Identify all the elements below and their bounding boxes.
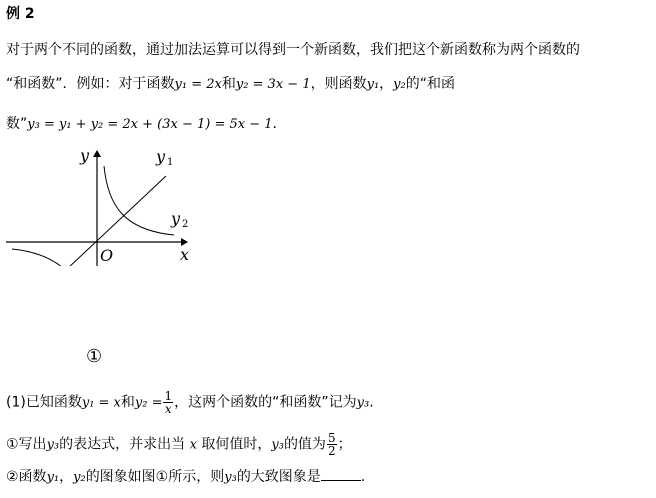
intro-text-1: 对于两个不同的函数，通过加法运算可以得到一个新函数，我们把这个新函数称为两个函数的 [6,42,580,58]
function-graph [4,146,194,266]
fraction-5-over-2 [327,432,337,457]
formula-y2-def: y₂ = 3x − 1 [235,77,311,92]
q2-y1: y₁ [46,470,60,485]
intro-text-3a: 数” [6,116,28,132]
fraction-denominator: x [164,402,172,416]
graph-svg [4,146,194,266]
part1-text-a: (1)已知函数 [6,394,82,411]
question-1-line [6,432,352,457]
q2-text-end: . [360,469,366,485]
curve-y2-subscript: 2 [182,219,189,230]
q2-y2: y₂ [73,470,86,485]
fraction-numerator: 1 [164,389,173,403]
formula-y2: y₂ [393,77,406,92]
intro-text-2a: “和函数”．例如：对于函数 [6,76,175,92]
curve-y2-label: y [171,209,181,228]
part1-text-end: . [369,394,374,411]
part1-text-c: ，这两个函数的“和函数”记为 [174,394,357,411]
formula-y3-expression: y₃ = y₁ + y₂ = 2x + (3x − 1) = 5x − 1 [27,117,273,132]
fraction-denominator-2: 2 [327,444,336,458]
q1-text-a: ①写出 [6,436,47,453]
part1-y1-def: y₁ = x [81,395,121,411]
intro-text-2d: ， [379,76,394,92]
question-2-line [6,466,365,488]
q1-text-c: 取何值时， [201,436,272,453]
intro-text-2b: 和 [221,76,236,92]
hyperbola-branch-q3 [12,249,90,266]
origin-label: O [100,246,114,265]
formula-y1: y₁ [366,77,380,92]
q1-text-b: 的表达式，并求出当 [59,436,186,453]
curve-y1-label: y [156,147,166,166]
part1-line [6,390,374,415]
intro-line-3 [6,114,287,135]
answer-blank[interactable] [321,466,361,481]
q1-text-d: 的值为 [283,436,326,453]
q1-text-end: ； [337,436,352,453]
q1-y3-again: y₃ [271,437,284,453]
fraction-numerator-5: 5 [327,431,336,445]
part1-y3: y₃ [356,395,370,411]
curve-y1-subscript: 1 [167,157,174,168]
q2-text-c: 的图象如图①所示，则 [85,469,225,485]
q2-text-d: 的大致图象是 [236,469,321,485]
q1-y3: y₃ [46,437,60,453]
fraction-1-over-x [163,390,173,415]
q1-x: x [189,437,197,453]
example-title: 例 2 [6,6,35,22]
x-axis-label: x [180,245,190,264]
formula-y1-def: y₁ = 2x [174,77,222,92]
part1-text-b: 和 [120,394,135,411]
q2-text-b: ， [59,469,74,485]
q2-y3: y₃ [224,470,237,485]
intro-text-2e: 的“和函 [405,76,455,92]
intro-line-1 [6,40,580,60]
q2-text-a: ②函数 [6,469,47,485]
intro-text-3-end: ． [272,116,287,132]
figure-label: ① [86,346,103,367]
part1-y2-lhs: y₂ = [134,395,163,411]
y-axis-label: y [80,146,90,165]
intro-line-2 [6,74,455,95]
intro-text-2c: ，则函数 [310,76,367,92]
